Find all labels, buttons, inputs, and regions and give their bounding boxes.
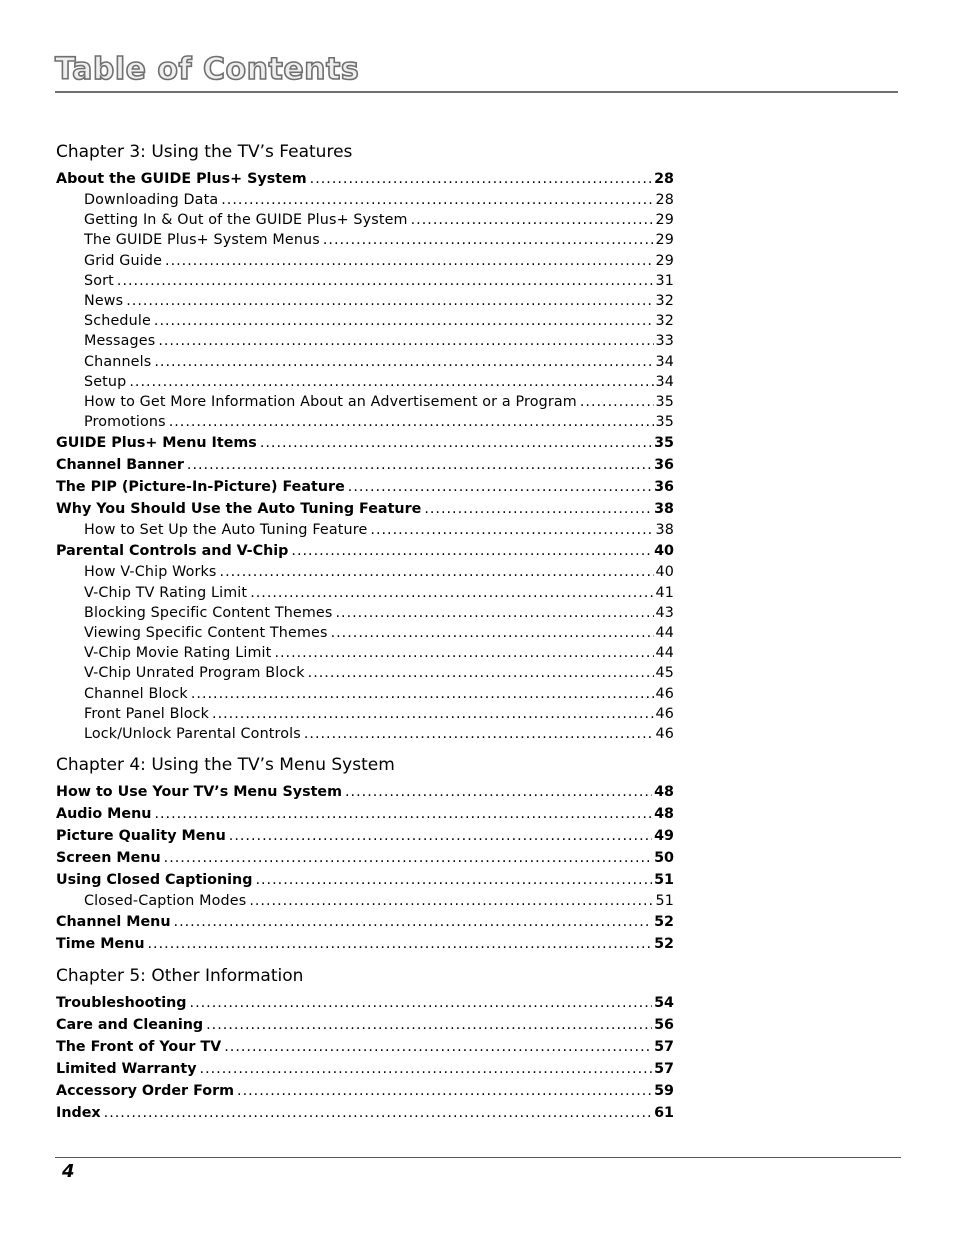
toc-subentry[interactable]	[56, 891, 674, 911]
toc-page-number: 28	[654, 171, 674, 187]
dot-leader	[117, 271, 654, 291]
toc-entry-title: Channel Banner	[56, 457, 184, 474]
toc-page-number: 44	[655, 625, 674, 641]
toc-page-number: 46	[655, 725, 674, 742]
toc-page-number: 49	[654, 828, 674, 845]
toc-subentry[interactable]	[56, 643, 674, 663]
toc-subentry[interactable]	[56, 684, 674, 704]
toc-entry-title: Channels	[84, 353, 152, 370]
toc-page-number: 35	[654, 435, 674, 452]
toc-subentry[interactable]	[56, 583, 674, 603]
toc-entry-title: Schedule	[84, 313, 151, 330]
dot-leader	[191, 684, 654, 704]
toc-entry-title: Viewing Specific Content Themes	[84, 625, 328, 641]
toc-subentry[interactable]	[56, 724, 674, 744]
toc-subentry[interactable]	[56, 412, 674, 432]
dot-leader	[164, 847, 652, 869]
chapter-heading: Chapter 5: Other Information	[56, 966, 304, 987]
dot-leader	[249, 891, 653, 911]
dot-leader	[411, 210, 654, 230]
dot-leader	[206, 1014, 652, 1036]
dot-leader	[129, 372, 653, 392]
page-number: 4	[62, 1161, 75, 1182]
toc-page-number: 32	[655, 313, 674, 330]
toc-entry[interactable]	[56, 933, 674, 955]
dot-leader	[580, 392, 654, 412]
toc-entry[interactable]	[56, 498, 674, 520]
toc-page-number: 41	[655, 584, 674, 601]
toc-entry[interactable]	[56, 781, 674, 803]
toc-subentry[interactable]	[56, 311, 674, 331]
toc-page-number: 57	[654, 1039, 674, 1056]
dot-leader	[154, 352, 653, 372]
toc-subentry[interactable]	[56, 352, 674, 372]
toc-entry-title: Channel Menu	[56, 914, 171, 931]
dot-leader	[229, 825, 652, 847]
toc-entry-title: Closed-Caption Modes	[84, 893, 247, 910]
toc-entry-title: How to Set Up the Auto Tuning Feature	[84, 522, 368, 539]
toc-subentry[interactable]	[56, 663, 674, 683]
toc-page-number: 29	[655, 232, 674, 249]
toc-entry-title: Care and Cleaning	[56, 1017, 204, 1034]
toc-entry-title: Blocking Specific Content Themes	[84, 604, 333, 621]
toc-page-number: 36	[654, 457, 674, 474]
toc-subentry[interactable]	[56, 623, 674, 643]
toc-page-number: 34	[655, 373, 674, 390]
toc-entry[interactable]	[56, 476, 674, 498]
toc-subentry[interactable]	[56, 331, 674, 351]
toc-entry-title: Promotions	[84, 414, 166, 431]
dot-leader	[291, 540, 652, 562]
toc-entry-title: Picture Quality Menu	[56, 828, 226, 845]
toc-entry-title: Why You Should Use the Auto Tuning Feature	[56, 501, 422, 518]
toc-entry-title: Screen Menu	[56, 850, 161, 867]
toc-entry-title: V-Chip Unrated Program Block	[84, 665, 305, 682]
toc-page-number: 56	[654, 1017, 674, 1034]
dot-leader	[255, 869, 652, 891]
toc-entry[interactable]	[56, 825, 674, 847]
footer-divider	[55, 1157, 901, 1158]
page-title: Table of Contents	[55, 52, 360, 87]
toc-entry-title: How to Use Your TV’s Menu System	[56, 784, 343, 801]
toc-subentry[interactable]	[56, 291, 674, 311]
dot-leader	[345, 781, 652, 803]
dot-leader	[154, 803, 652, 825]
dot-leader	[165, 251, 653, 271]
toc-page-number: 38	[655, 522, 674, 539]
toc-subentry[interactable]	[56, 562, 674, 582]
toc-page-number: 29	[655, 252, 674, 269]
toc-page-number: 46	[655, 705, 674, 722]
dot-leader	[169, 412, 654, 432]
toc-page-number: 29	[655, 212, 674, 229]
dot-leader	[424, 498, 652, 520]
toc-entry[interactable]	[56, 454, 674, 476]
toc-entry-title: Index	[56, 1105, 101, 1122]
toc-page-number: 32	[655, 292, 674, 309]
toc-subentry[interactable]	[56, 271, 674, 291]
toc-entry-title: Audio Menu	[56, 806, 152, 823]
dot-leader	[220, 562, 654, 582]
toc-page-number: 34	[655, 353, 674, 370]
toc-entry-title: Front Panel Block	[84, 705, 210, 722]
dot-leader	[126, 291, 653, 311]
dot-leader	[154, 311, 654, 331]
dot-leader	[348, 476, 652, 498]
dot-leader	[200, 1058, 653, 1080]
dot-leader	[310, 168, 652, 190]
toc-entry-title: Channel Block	[84, 685, 188, 702]
toc-page-number: 40	[654, 543, 674, 560]
dot-leader	[260, 432, 652, 454]
toc-subentry[interactable]	[56, 251, 674, 271]
toc-entry-title: Limited Warranty	[56, 1061, 197, 1078]
dot-leader	[370, 520, 653, 540]
toc-page-number: 45	[655, 665, 674, 682]
toc-entry-title: Accessory Order Form	[56, 1083, 235, 1100]
toc-subentry[interactable]	[56, 392, 674, 412]
toc-entry[interactable]	[56, 1058, 674, 1080]
dot-leader	[237, 1080, 652, 1102]
dot-leader	[148, 933, 653, 955]
toc-page-number: 40	[655, 564, 674, 581]
toc-page-number: 44	[655, 645, 674, 662]
toc-page-number: 51	[654, 872, 674, 889]
toc-page-number: 33	[655, 333, 674, 350]
toc-entry-title: Using Closed Captioning	[56, 872, 253, 889]
toc-page-number: 61	[654, 1105, 674, 1122]
toc-entry-title: GUIDE Plus+ Menu Items	[56, 435, 257, 452]
toc-entry[interactable]	[56, 540, 674, 562]
toc-subentry[interactable]	[56, 372, 674, 392]
toc-entry-title: The PIP (Picture-In-Picture) Feature	[56, 479, 345, 496]
toc-page-number: 35	[655, 414, 674, 431]
toc-entry[interactable]	[56, 432, 674, 454]
toc-entry-title: V-Chip TV Rating Limit	[84, 584, 248, 601]
chapter-heading: Chapter 3: Using the TV’s Features	[56, 142, 353, 162]
toc-entry[interactable]	[56, 1080, 674, 1102]
dot-leader	[250, 583, 653, 603]
toc-entry-title: V-Chip Movie Rating Limit	[84, 645, 272, 662]
toc-entry-title: Time Menu	[56, 936, 145, 953]
toc-entry[interactable]	[56, 992, 674, 1014]
dot-leader	[331, 623, 654, 643]
toc-entry[interactable]	[56, 803, 674, 825]
toc-page-number: 36	[654, 479, 674, 496]
toc-page-number: 57	[654, 1061, 674, 1078]
toc-page-number: 35	[655, 393, 674, 410]
toc-subentry[interactable]	[56, 603, 674, 623]
dot-leader	[221, 190, 653, 210]
toc-entry-title: How to Get More Information About an Advertisement or a Program	[84, 393, 577, 410]
toc-page-number: 59	[654, 1083, 674, 1100]
toc-page-number: 50	[654, 850, 674, 867]
dot-leader	[212, 704, 653, 724]
toc-page-number: 31	[655, 272, 674, 289]
dot-leader	[304, 724, 654, 744]
toc-subentry[interactable]	[56, 190, 674, 210]
toc-entry-title: The GUIDE Plus+ System Menus	[84, 232, 320, 249]
dot-leader	[104, 1102, 652, 1124]
toc-page-number: 51	[655, 893, 674, 910]
toc-entry-title: Lock/Unlock Parental Controls	[84, 725, 301, 742]
dot-leader	[308, 663, 654, 683]
dot-leader	[335, 603, 653, 623]
toc-entry[interactable]	[56, 1102, 674, 1124]
dot-leader	[274, 643, 653, 663]
toc-entry-title: Setup	[84, 373, 127, 390]
toc-entry-title: Messages	[84, 333, 156, 350]
toc-page-number: 48	[654, 806, 674, 823]
toc-entry-title: Parental Controls and V-Chip	[56, 543, 289, 560]
dot-leader	[158, 331, 653, 351]
chapter-heading: Chapter 4: Using the TV’s Menu System	[56, 755, 395, 776]
toc-entry[interactable]	[56, 869, 674, 891]
toc-entry[interactable]	[56, 1014, 674, 1036]
toc-entry[interactable]	[56, 911, 674, 933]
toc-entry-title: Grid Guide	[84, 252, 163, 269]
toc-page-number: 52	[654, 914, 674, 931]
toc-entry[interactable]	[56, 1036, 674, 1058]
toc-page-number: 38	[654, 501, 674, 518]
toc-subentry[interactable]	[56, 230, 674, 250]
toc-page-number: 48	[654, 784, 674, 801]
toc-subentry[interactable]	[56, 520, 674, 540]
toc-page-number: 28	[655, 192, 674, 208]
toc-entry-title: News	[84, 292, 124, 309]
dot-leader	[323, 230, 654, 250]
toc-entry[interactable]	[56, 847, 674, 869]
toc-page-number: 46	[655, 685, 674, 702]
toc-entry-title: Downloading Data	[84, 192, 219, 208]
toc-entry-title: Getting In & Out of the GUIDE Plus+ System	[84, 212, 408, 229]
toc-page-number: 54	[654, 995, 674, 1012]
dot-leader	[187, 454, 652, 476]
dot-leader	[190, 992, 653, 1014]
title-divider	[55, 91, 898, 93]
toc-page-number: 43	[655, 604, 674, 621]
toc-entry-title: Troubleshooting	[56, 995, 187, 1012]
dot-leader	[174, 911, 653, 933]
toc-entry[interactable]	[56, 168, 674, 190]
toc-entry-title: The Front of Your TV	[56, 1039, 222, 1056]
table-of-contents	[56, 138, 674, 1124]
toc-page-number: 52	[654, 936, 674, 953]
dot-leader	[224, 1036, 652, 1058]
toc-entry-title: About the GUIDE Plus+ System	[56, 171, 307, 187]
toc-subentry[interactable]	[56, 704, 674, 724]
toc-entry-title: Sort	[84, 272, 114, 289]
toc-entry-title: How V-Chip Works	[84, 564, 217, 581]
toc-subentry[interactable]	[56, 210, 674, 230]
